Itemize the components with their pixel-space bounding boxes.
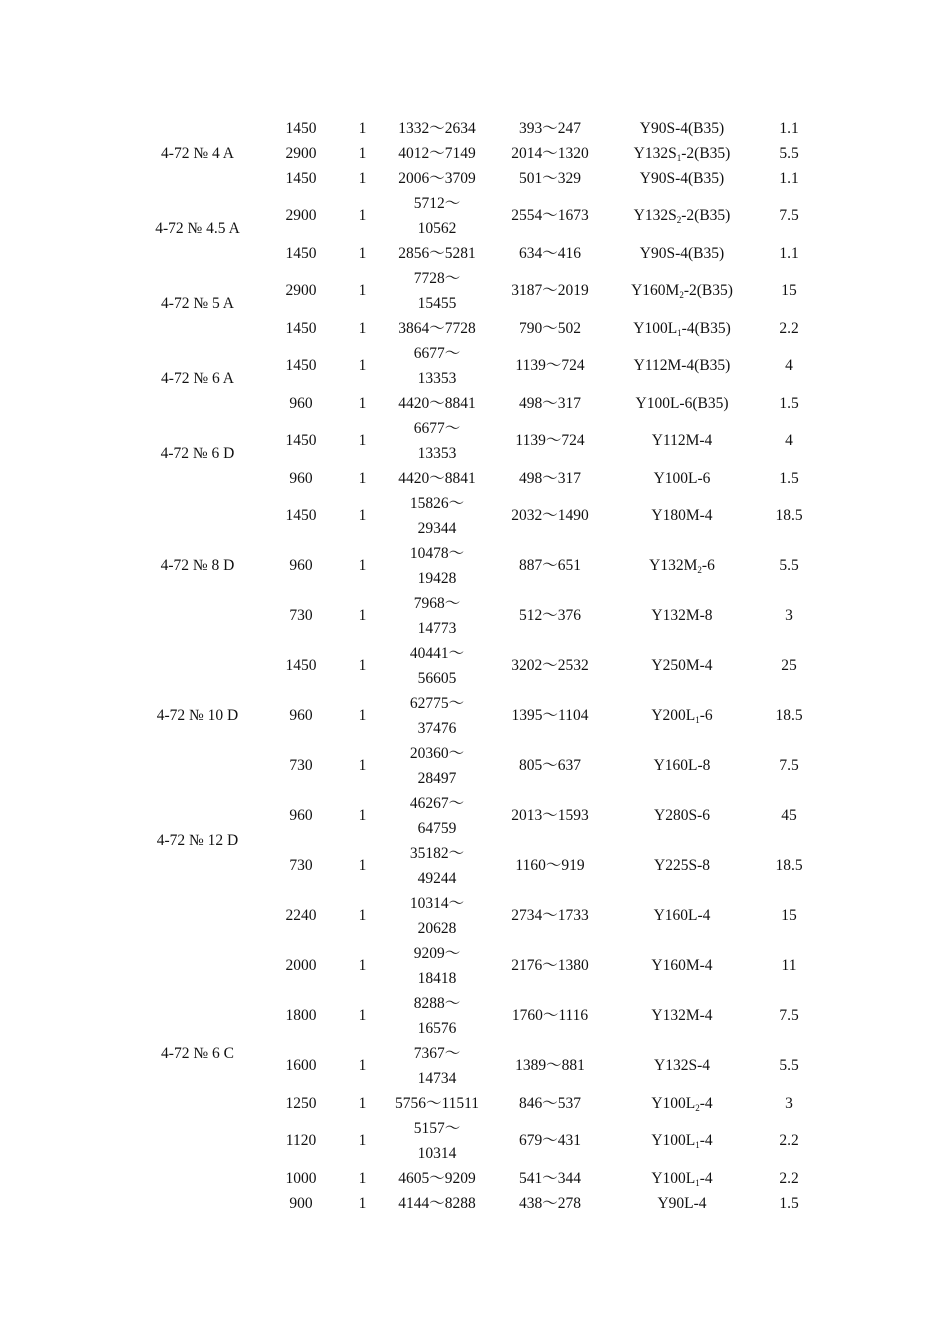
motor-suffix: -4	[699, 1095, 713, 1112]
motor-cell	[608, 241, 756, 266]
motor-cell	[608, 1166, 756, 1191]
count-cell: 1	[358, 245, 367, 262]
flow-range-end: 14773	[417, 620, 457, 637]
speed-cell: 1450	[285, 245, 317, 262]
flow-cell: 5756～11511	[394, 1095, 480, 1112]
flow-range-start: 6677～	[413, 420, 461, 437]
speed-cell: 1450	[285, 120, 317, 137]
flow-range-start: 40441～	[409, 645, 465, 662]
speed-cell: 900	[289, 1195, 313, 1212]
speed-cell: 1800	[285, 1007, 317, 1024]
flow-cell: 1332～2634	[398, 120, 476, 137]
model-name-cell: 4-72 № 8 D	[160, 557, 235, 574]
motor-model: Y160M	[631, 282, 680, 299]
flow-range-start: 35182～	[409, 845, 465, 862]
count-cell: 1	[358, 432, 367, 449]
count-cell: 1	[358, 320, 367, 337]
motor-model: Y280S-6	[654, 807, 710, 824]
motor-model: Y160L-4	[653, 907, 711, 924]
count-cell: 1	[358, 282, 367, 299]
count-cell: 1	[358, 957, 367, 974]
power-cell: 18.5	[775, 707, 803, 724]
motor-subscript: 1	[677, 328, 682, 338]
speed-cell: 730	[289, 607, 313, 624]
motor-model: Y100L	[651, 1132, 696, 1149]
pressure-cell: 501～329	[518, 170, 581, 187]
speed-cell: 2240	[285, 907, 317, 924]
flow-range-end: 16576	[417, 1020, 457, 1037]
motor-cell	[608, 791, 756, 841]
motor-suffix: -6	[699, 707, 713, 724]
power-cell: 4	[785, 432, 793, 449]
motor-cell	[608, 841, 756, 891]
count-cell: 1	[358, 807, 367, 824]
pressure-cell: 2176～1380	[511, 957, 589, 974]
motor-model: Y132M-4	[651, 1007, 713, 1024]
power-cell: 3	[785, 607, 793, 624]
motor-subscript: 2	[697, 565, 702, 575]
flow-cell: 2006～3709	[398, 170, 476, 187]
flow-cell	[382, 741, 492, 791]
motor-model: Y180M-4	[651, 507, 713, 524]
flow-range-start: 20360～	[409, 745, 465, 762]
count-cell: 1	[358, 357, 367, 374]
pressure-cell: 3187～2019	[511, 282, 589, 299]
motor-cell	[608, 316, 756, 341]
flow-cell: 4012～7149	[398, 145, 476, 162]
flow-range-start: 10314～	[409, 895, 465, 912]
count-cell: 1	[358, 470, 367, 487]
count-cell: 1	[358, 607, 367, 624]
motor-cell	[608, 1091, 756, 1116]
count-cell: 1	[358, 1095, 367, 1112]
count-cell: 1	[358, 857, 367, 874]
power-cell: 15	[781, 282, 797, 299]
power-cell: 5.5	[779, 1057, 799, 1074]
motor-model: Y90S-4(B35)	[639, 120, 725, 137]
count-cell: 1	[358, 1057, 367, 1074]
motor-cell	[608, 741, 756, 791]
flow-range-start: 9209～	[413, 945, 461, 962]
motor-subscript: 2	[695, 1103, 700, 1113]
model-name-cell: 4-72 № 6 D	[160, 445, 235, 462]
motor-cell	[608, 191, 756, 241]
flow-range-end: 20628	[417, 920, 457, 937]
count-cell: 1	[358, 1170, 367, 1187]
speed-cell: 1450	[285, 432, 317, 449]
flow-range-end: 29344	[417, 520, 457, 537]
count-cell: 1	[358, 707, 367, 724]
flow-range-start: 7367～	[413, 1045, 461, 1062]
pressure-cell: 846～537	[518, 1095, 581, 1112]
pressure-cell: 438～278	[518, 1195, 581, 1212]
flow-cell	[382, 791, 492, 841]
motor-model: Y225S-8	[654, 857, 710, 874]
motor-suffix: -6	[701, 557, 715, 574]
motor-model: Y100L	[633, 320, 678, 337]
count-cell: 1	[358, 507, 367, 524]
flow-range-start: 15826～	[409, 495, 465, 512]
pressure-cell: 1139～724	[515, 432, 585, 449]
pressure-cell: 1160～919	[515, 857, 585, 874]
pressure-cell: 1139～724	[515, 357, 585, 374]
count-cell: 1	[358, 757, 367, 774]
pressure-cell: 498～317	[518, 470, 581, 487]
pressure-cell: 1389～881	[515, 1057, 585, 1074]
flow-cell	[382, 841, 492, 891]
flow-cell	[382, 641, 492, 691]
speed-cell: 960	[289, 470, 313, 487]
count-cell: 1	[358, 170, 367, 187]
power-cell: 1.5	[779, 470, 799, 487]
speed-cell: 2900	[285, 207, 317, 224]
motor-model: Y112M-4	[651, 432, 713, 449]
power-cell: 7.5	[779, 207, 799, 224]
count-cell: 1	[358, 907, 367, 924]
speed-cell: 1000	[285, 1170, 317, 1187]
flow-range-end: 49244	[417, 870, 457, 887]
flow-cell: 4605～9209	[398, 1170, 476, 1187]
pressure-cell: 512～376	[518, 607, 581, 624]
motor-model: Y132S	[633, 145, 677, 162]
motor-cell	[608, 141, 756, 166]
motor-model: Y112M-4(B35)	[633, 357, 731, 374]
speed-cell: 1450	[285, 657, 317, 674]
flow-range-end: 10314	[417, 1145, 457, 1162]
speed-cell: 2900	[285, 282, 317, 299]
motor-cell	[608, 891, 756, 941]
pressure-cell: 3202～2532	[511, 657, 589, 674]
pressure-cell: 2734～1733	[511, 907, 589, 924]
flow-range-end: 13353	[417, 445, 457, 462]
pressure-cell: 2013～1593	[511, 807, 589, 824]
flow-cell	[382, 991, 492, 1041]
motor-subscript: 1	[695, 1178, 700, 1188]
motor-cell	[608, 266, 756, 316]
speed-cell: 960	[289, 807, 313, 824]
flow-range-end: 56605	[417, 670, 457, 687]
count-cell: 1	[358, 1007, 367, 1024]
speed-cell: 1450	[285, 170, 317, 187]
motor-cell	[608, 641, 756, 691]
motor-model: Y132S	[633, 207, 677, 224]
flow-range-start: 5157～	[413, 1120, 461, 1137]
power-cell: 2.2	[779, 1170, 799, 1187]
power-cell: 45	[781, 807, 797, 824]
pressure-cell: 887～651	[518, 557, 581, 574]
power-cell: 2.2	[779, 1132, 799, 1149]
pressure-cell: 2014～1320	[511, 145, 589, 162]
motor-suffix: -2(B35)	[681, 207, 731, 224]
flow-range-end: 28497	[417, 770, 457, 787]
motor-cell	[608, 391, 756, 416]
motor-cell	[608, 1116, 756, 1166]
flow-range-end: 13353	[417, 370, 457, 387]
speed-cell: 960	[289, 707, 313, 724]
flow-cell: 4420～8841	[398, 470, 476, 487]
pressure-cell: 541～344	[518, 1170, 581, 1187]
power-cell: 7.5	[779, 757, 799, 774]
motor-suffix: -2(B35)	[683, 282, 733, 299]
flow-cell	[382, 266, 492, 316]
power-cell: 1.5	[779, 1195, 799, 1212]
flow-cell	[382, 891, 492, 941]
motor-model: Y100L	[651, 1170, 696, 1187]
flow-cell	[382, 591, 492, 641]
motor-model: Y200L	[651, 707, 696, 724]
count-cell: 1	[358, 207, 367, 224]
power-cell: 1.1	[779, 170, 799, 187]
pressure-cell: 1760～1116	[511, 1007, 589, 1024]
power-cell: 1.1	[779, 120, 799, 137]
motor-model: Y100L-6(B35)	[635, 395, 729, 412]
speed-cell: 1600	[285, 1057, 317, 1074]
flow-cell	[382, 1041, 492, 1091]
flow-range-start: 7968～	[413, 595, 461, 612]
motor-cell	[608, 991, 756, 1041]
pressure-cell: 805～637	[518, 757, 581, 774]
flow-cell: 3864～7728	[398, 320, 476, 337]
motor-model: Y90S-4(B35)	[639, 245, 725, 262]
model-name-cell: 4-72 № 4.5 A	[155, 220, 240, 237]
motor-cell	[608, 341, 756, 391]
motor-cell	[608, 591, 756, 641]
motor-model: Y90S-4(B35)	[639, 170, 725, 187]
motor-model: Y160M-4	[651, 957, 713, 974]
model-name-cell: 4-72 № 6 A	[161, 370, 234, 387]
count-cell: 1	[358, 395, 367, 412]
flow-range-start: 5712～	[413, 195, 461, 212]
pressure-cell: 2032～1490	[511, 507, 589, 524]
flow-range-start: 46267～	[409, 795, 465, 812]
motor-subscript: 2	[679, 290, 684, 300]
pressure-cell: 1395～1104	[511, 707, 589, 724]
power-cell: 15	[781, 907, 797, 924]
motor-suffix: -4	[699, 1132, 713, 1149]
motor-subscript: 1	[676, 153, 682, 163]
power-cell: 25	[781, 657, 797, 674]
count-cell: 1	[358, 1195, 367, 1212]
pressure-cell: 498～317	[518, 395, 581, 412]
flow-range-end: 64759	[417, 820, 457, 837]
count-cell: 1	[358, 1132, 367, 1149]
motor-subscript: 1	[695, 715, 700, 725]
motor-model: Y90L-4	[657, 1195, 707, 1212]
flow-range-end: 10562	[417, 220, 457, 237]
motor-suffix: -4(B35)	[681, 320, 731, 337]
motor-model: Y132M-8	[651, 607, 713, 624]
flow-range-start: 8288～	[413, 995, 461, 1012]
speed-cell: 730	[289, 757, 313, 774]
speed-cell: 1450	[285, 320, 317, 337]
count-cell: 1	[358, 557, 367, 574]
flow-range-start: 7728～	[413, 270, 461, 287]
flow-cell	[382, 541, 492, 591]
motor-model: Y132M	[649, 557, 698, 574]
motor-model: Y132S-4	[654, 1057, 710, 1074]
model-name-cell: 4-72 № 4 A	[161, 145, 234, 162]
motor-cell	[608, 941, 756, 991]
count-cell: 1	[358, 145, 367, 162]
count-cell: 1	[358, 657, 367, 674]
pressure-cell: 393～247	[518, 120, 581, 137]
speed-cell: 1450	[285, 357, 317, 374]
power-cell: 3	[785, 1095, 793, 1112]
power-cell: 18.5	[775, 857, 803, 874]
speed-cell: 1250	[285, 1095, 317, 1112]
motor-cell	[608, 491, 756, 541]
flow-cell: 2856～5281	[398, 245, 476, 262]
motor-subscript: 2	[676, 215, 682, 225]
model-name-cell: 4-72 № 10 D	[156, 707, 239, 724]
power-cell: 4	[785, 357, 793, 374]
pressure-cell: 2554～1673	[511, 207, 589, 224]
power-cell: 5.5	[779, 557, 799, 574]
speed-cell: 1120	[285, 1132, 317, 1149]
flow-cell: 4144～8288	[398, 1195, 476, 1212]
model-name-cell: 4-72 № 6 C	[161, 1045, 234, 1062]
motor-cell	[608, 466, 756, 491]
flow-cell	[382, 1116, 492, 1166]
power-cell: 11	[781, 957, 797, 974]
speed-cell: 2000	[285, 957, 317, 974]
flow-range-end: 37476	[417, 720, 457, 737]
motor-cell	[608, 691, 756, 741]
model-name-cell: 4-72 № 5 A	[161, 295, 234, 312]
motor-cell	[608, 541, 756, 591]
count-cell: 1	[358, 120, 367, 137]
speed-cell: 960	[289, 557, 313, 574]
power-cell: 1.1	[779, 245, 799, 262]
pressure-cell: 790～502	[518, 320, 581, 337]
power-cell: 2.2	[779, 320, 799, 337]
motor-suffix: -4	[699, 1170, 713, 1187]
speed-cell: 730	[289, 857, 313, 874]
pressure-cell: 679～431	[518, 1132, 581, 1149]
flow-range-start: 10478～	[409, 545, 465, 562]
model-name-cell: 4-72 № 12 D	[156, 832, 239, 849]
flow-cell	[382, 691, 492, 741]
motor-model: Y250M-4	[651, 657, 713, 674]
flow-cell	[382, 491, 492, 541]
motor-cell	[608, 1041, 756, 1091]
power-cell: 18.5	[775, 507, 803, 524]
flow-range-end: 19428	[417, 570, 457, 587]
motor-subscript: 1	[695, 1140, 700, 1150]
motor-suffix: -2(B35)	[681, 145, 731, 162]
motor-model: Y160L-8	[653, 757, 711, 774]
flow-range-end: 14734	[417, 1070, 457, 1087]
power-cell: 7.5	[779, 1007, 799, 1024]
flow-range-start: 62775～	[409, 695, 465, 712]
pressure-cell: 634～416	[518, 245, 581, 262]
flow-cell: 4420～8841	[398, 395, 476, 412]
flow-cell	[382, 941, 492, 991]
motor-cell	[608, 166, 756, 191]
flow-range-end: 15455	[417, 295, 457, 312]
flow-range-end: 18418	[417, 970, 457, 987]
motor-cell	[608, 416, 756, 466]
speed-cell: 1450	[285, 507, 317, 524]
flow-cell	[382, 416, 492, 466]
motor-model: Y100L	[651, 1095, 696, 1112]
speed-cell: 960	[289, 395, 313, 412]
motor-cell	[608, 116, 756, 141]
motor-model: Y100L-6	[653, 470, 711, 487]
flow-range-start: 6677～	[413, 345, 461, 362]
motor-cell	[608, 1191, 756, 1216]
flow-cell	[382, 341, 492, 391]
speed-cell: 2900	[285, 145, 317, 162]
flow-cell	[382, 191, 492, 241]
power-cell: 1.5	[779, 395, 799, 412]
power-cell: 5.5	[779, 145, 799, 162]
